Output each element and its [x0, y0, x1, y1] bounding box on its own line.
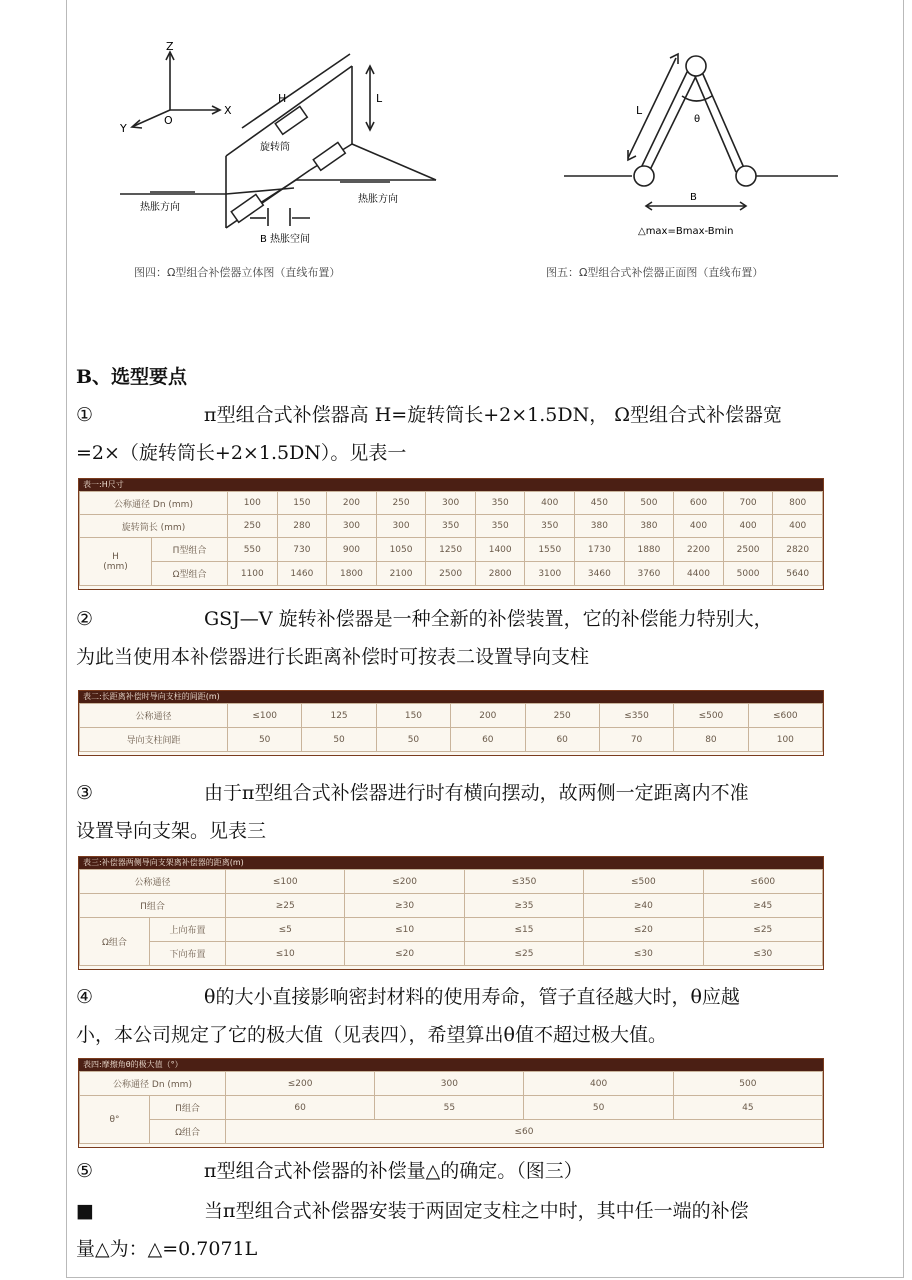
table-cell: 200 — [327, 492, 377, 515]
table-row-label: 上向布置 — [150, 918, 226, 942]
fig4-z-label: Z — [166, 40, 174, 53]
table-row-label: П组合 — [150, 1096, 226, 1120]
table-cell: 450 — [575, 492, 625, 515]
paragraph-text: 小，本公司规定了它的极大值（见表四），希望算出θ值不超过极大值。 — [76, 1024, 667, 1046]
table-cell: 800 — [773, 492, 823, 515]
table-cell: 150 — [376, 704, 450, 728]
table-cell: ≤10 — [345, 918, 464, 942]
h-label: H — [112, 551, 119, 562]
table-cell: 700 — [723, 492, 773, 515]
table-cell: 1100 — [228, 562, 278, 586]
paragraph-text: 设置导向支架。见表三 — [76, 820, 267, 842]
table-cell: 2100 — [376, 562, 426, 586]
paragraph-text: =2×（旋转筒长+2×1.5DN）。见表一 — [76, 442, 407, 464]
fig5-theta-label: θ — [694, 114, 701, 125]
table-cell: 300 — [426, 492, 476, 515]
table-cell: 350 — [426, 515, 476, 538]
table-cell: 55 — [375, 1096, 524, 1120]
table-row-label: 公称通径 — [80, 870, 226, 894]
bullet-square: ■ — [76, 1200, 94, 1222]
table-cell: 2500 — [426, 562, 476, 586]
section-title: B、选型要点 — [76, 366, 188, 388]
table-cell: 730 — [277, 538, 327, 562]
table-row-label: 公称通径 Dn (mm) — [80, 1072, 226, 1096]
fig4-h-label: H — [278, 92, 287, 105]
table-row-label: 公称通径 Dn (mm) — [80, 492, 228, 515]
table-cell: 70 — [599, 728, 673, 752]
table-cell: 350 — [475, 515, 525, 538]
table-cell: ≤30 — [584, 942, 703, 966]
paragraph-6 — [76, 1192, 904, 1268]
table-cell: 1880 — [624, 538, 674, 562]
table-cell: 550 — [228, 538, 278, 562]
table-cell: ≤350 — [599, 704, 673, 728]
table-cell: 200 — [451, 704, 525, 728]
table-cell: ≤600 — [703, 870, 822, 894]
paragraph-5 — [76, 1152, 904, 1190]
table-cell: 900 — [327, 538, 377, 562]
table-cell: 250 — [376, 492, 426, 515]
table-cell: 300 — [327, 515, 377, 538]
table-title: 表三:补偿器两侧导向支架离补偿器的距离(m) — [79, 857, 823, 869]
table-cell: 250 — [228, 515, 278, 538]
table-cell: 1400 — [475, 538, 525, 562]
table-cell: 400 — [674, 515, 724, 538]
paragraph-text: п型组合式补偿器的补偿量△的确定。（图三） — [204, 1160, 583, 1182]
table-cell: ≥30 — [345, 894, 464, 918]
table-cell: 280 — [277, 515, 327, 538]
figure-4-caption: 图四：Ω型组合补偿器立体图（直线布置） — [134, 266, 341, 279]
paragraph-4 — [76, 978, 904, 1054]
table-cell: 150 — [277, 492, 327, 515]
table-cell: 3100 — [525, 562, 575, 586]
table-cell: 500 — [673, 1072, 822, 1096]
table-cell: ≤200 — [226, 1072, 375, 1096]
table-cell: ≤10 — [226, 942, 345, 966]
table-cell: 500 — [624, 492, 674, 515]
table-cell: 380 — [575, 515, 625, 538]
table-cell: 1550 — [525, 538, 575, 562]
table-cell: 50 — [524, 1096, 673, 1120]
table-cell: 1730 — [575, 538, 625, 562]
table-cell: 400 — [723, 515, 773, 538]
table-cell: ≤25 — [464, 942, 583, 966]
paragraph-text: GSJ—V 旋转补偿器是一种全新的补偿装置，它的补偿能力特别大， — [204, 608, 773, 630]
table-cell: 100 — [228, 492, 278, 515]
table-cell: 300 — [375, 1072, 524, 1096]
table-cell: ≤600 — [748, 704, 822, 728]
fig5-l-label: L — [636, 104, 643, 117]
item-number: ⑤ — [76, 1160, 94, 1182]
table-cell: 60 — [525, 728, 599, 752]
table-row-label: Ω组合 — [150, 1120, 226, 1144]
table-cell: ≤500 — [584, 870, 703, 894]
fig4-o-label: O — [164, 114, 173, 127]
table-cell: 45 — [673, 1096, 822, 1120]
item-number: ③ — [76, 782, 94, 804]
table-cell: ≤20 — [584, 918, 703, 942]
paragraph-1 — [76, 396, 904, 472]
fig5-formula-label: △max=Bmax-Bmin — [638, 226, 734, 237]
fig4-b-space-label: B 热胀空间 — [260, 234, 311, 245]
table-cell: ≤100 — [228, 704, 302, 728]
table-cell: 380 — [624, 515, 674, 538]
table-cell: 100 — [748, 728, 822, 752]
table-cell: 350 — [475, 492, 525, 515]
table-row-label: 公称通径 — [80, 704, 228, 728]
paragraph-text: п型组合式补偿器高 H=旋转筒长+2×1.5DN， Ω型组合式补偿器宽 — [204, 404, 782, 426]
table-title: 表一:H尺寸 — [79, 479, 823, 491]
table-row-label: Ω组合 — [80, 918, 150, 966]
table-cell: 3760 — [624, 562, 674, 586]
table-title: 表二:长距离补偿时导向支柱的间距(m) — [79, 691, 823, 703]
table-cell: 2500 — [723, 538, 773, 562]
table-cell: 60 — [451, 728, 525, 752]
table-cell: 125 — [302, 704, 376, 728]
paragraph-text: 当п型组合式补偿器安装于两固定支柱之中时，其中任一端的补偿 — [204, 1200, 749, 1222]
table-cell: ≤60 — [226, 1120, 823, 1144]
table-cell: 2800 — [475, 562, 525, 586]
table-cell: 5640 — [773, 562, 823, 586]
table-cell: 60 — [226, 1096, 375, 1120]
item-number: ④ — [76, 986, 94, 1008]
fig4-thermal-right-label: 热胀方向 — [358, 194, 398, 205]
unit-label: (mm) — [103, 561, 128, 572]
fig4-rotary-tube-label: 旋转筒 — [260, 142, 290, 153]
table-cell: 400 — [524, 1072, 673, 1096]
table-cell: ≤500 — [674, 704, 748, 728]
paragraph-text: 量△为：△=0.7071L — [76, 1238, 258, 1260]
table-cell: ≤5 — [226, 918, 345, 942]
table-cell: 400 — [773, 515, 823, 538]
table-row-label: Ω型组合 — [152, 562, 228, 586]
table-cell: ≥45 — [703, 894, 822, 918]
table-cell: 300 — [376, 515, 426, 538]
table-row-label: П组合 — [80, 894, 226, 918]
table-cell: ≤200 — [345, 870, 464, 894]
table-row-label — [80, 538, 152, 586]
table-cell: 1050 — [376, 538, 426, 562]
table-cell: 1800 — [327, 562, 377, 586]
table-cell: 600 — [674, 492, 724, 515]
table-row-label: 旋转筒长 (mm) — [80, 515, 228, 538]
table-cell: 50 — [228, 728, 302, 752]
table-cell: 1250 — [426, 538, 476, 562]
fig4-y-label: Y — [120, 122, 127, 135]
table-row-label: П型组合 — [152, 538, 228, 562]
table-4 — [78, 1058, 824, 1148]
table-cell: 250 — [525, 704, 599, 728]
table-cell: 50 — [302, 728, 376, 752]
figure-4-diagram — [100, 40, 460, 250]
table-cell: ≥40 — [584, 894, 703, 918]
paragraph-3 — [76, 774, 904, 850]
paragraph-text: 为此当使用本补偿器进行长距离补偿时可按表二设置导向支柱 — [76, 646, 590, 668]
table-cell: 2200 — [674, 538, 724, 562]
table-cell: 5000 — [723, 562, 773, 586]
table-1 — [78, 478, 824, 590]
table-cell: 3460 — [575, 562, 625, 586]
table-cell: 350 — [525, 515, 575, 538]
fig4-l-label: L — [376, 92, 383, 105]
item-number: ② — [76, 608, 94, 630]
table-2 — [78, 690, 824, 756]
table-cell: 1460 — [277, 562, 327, 586]
table-cell: ≤20 — [345, 942, 464, 966]
figure-5-caption: 图五：Ω型组合式补偿器正面图（直线布置） — [546, 266, 764, 279]
table-cell: ≤30 — [703, 942, 822, 966]
table-cell: 50 — [376, 728, 450, 752]
table-cell: ≥25 — [226, 894, 345, 918]
table-row-label: θ° — [80, 1096, 150, 1144]
fig4-x-label: X — [224, 104, 232, 117]
table-cell: ≤350 — [464, 870, 583, 894]
table-cell: ≤25 — [703, 918, 822, 942]
fig5-b-label: B — [690, 192, 697, 203]
figure-5-diagram — [560, 48, 850, 248]
table-cell: 2820 — [773, 538, 823, 562]
table-row-label: 导向支柱间距 — [80, 728, 228, 752]
fig4-thermal-left-label: 热胀方向 — [140, 202, 180, 213]
table-cell: ≤100 — [226, 870, 345, 894]
table-3 — [78, 856, 824, 970]
table-cell: ≤15 — [464, 918, 583, 942]
paragraph-text: θ的大小直接影响密封材料的使用寿命，管子直径越大时，θ应越 — [204, 986, 740, 1008]
paragraph-2 — [76, 600, 904, 676]
item-number: ① — [76, 404, 94, 426]
table-cell: ≥35 — [464, 894, 583, 918]
table-cell: 80 — [674, 728, 748, 752]
table-cell: 4400 — [674, 562, 724, 586]
paragraph-text: 由于п型组合式补偿器进行时有横向摆动，故两侧一定距离内不准 — [204, 782, 749, 804]
table-title: 表四:摩擦角θ的极大值（°） — [79, 1059, 823, 1071]
table-cell: 400 — [525, 492, 575, 515]
table-row-label: 下向布置 — [150, 942, 226, 966]
